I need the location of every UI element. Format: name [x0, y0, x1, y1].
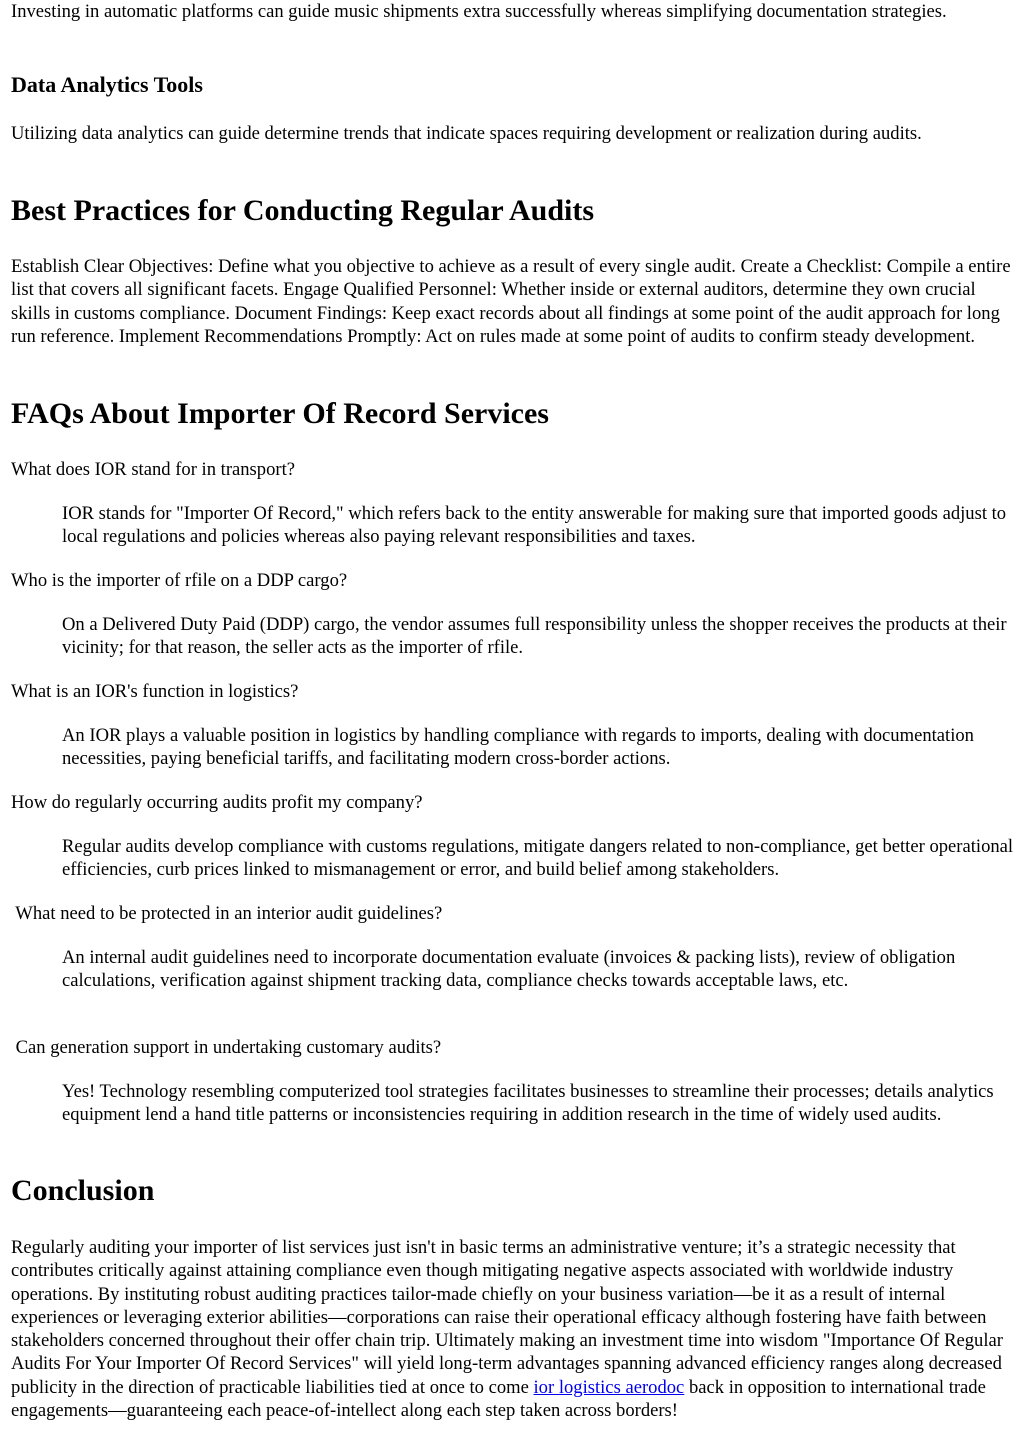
faq-question: Who is the importer of rfile on a DDP cargo?: [11, 570, 348, 591]
faq-question: What need to be protected in an interior audit guidelines?: [11, 903, 443, 924]
conclusion-paragraph: [11, 1236, 1016, 1422]
faq-answer: An internal audit guidelines need to incorporate documentation evaluate (invoices & packing lists), review of obligation calculations, verification against shipment tracking data, compliance checks towards acceptable laws, etc.: [62, 947, 956, 992]
best-practices-paragraph: Establish Clear Objectives: Define what you objective to achieve as a result of every single audit. Create a Checklist: Compile a entire list that covers all significant facets. Engage Qualified Personnel: Whether inside or external auditors, determine they own crucial skills in customs compliance. Document Findings: Keep exact records about all findings at some point of the audit approach for long run reference. Implement Recommendations Promptly: Act on rules made at some point of audits to confirm steady development.: [11, 256, 1011, 347]
intro-paragraph: Investing in automatic platforms can guide music shipments extra successfully whereas simplifying documentation strategies.: [11, 1, 947, 22]
faq-answer: An IOR plays a valuable position in logistics by handling compliance with regards to imports, dealing with documentation necessities, paying beneficial tariffs, and facilitating modern cross-border actions.: [62, 725, 974, 770]
faq-answer: Yes! Technology resembling computerized tool strategies facilitates businesses to streamline their processes; details analytics equipment lend a hand title patterns or inconsistencies requiring in addition research in the time of widely used audits.: [62, 1081, 994, 1126]
conclusion-heading: Conclusion: [11, 1174, 155, 1207]
faq-question: What is an IOR's function in logistics?: [11, 681, 299, 702]
data-analytics-heading: Data Analytics Tools: [11, 72, 203, 97]
best-practices-heading: Best Practices for Conducting Regular Audits: [11, 194, 595, 227]
conclusion-text-before-link: Regularly auditing your importer of list services just isn't in basic terms an administrative venture; it’s a strategic necessity that contributes critically against attaining compliance even though mitigating negative aspects associated with worldwide industry operations. By instituting robust auditing practices tailor-made chiefly on your business variation—be it as a result of internal experiences or leveraging exterior abilities—corporations can raise their operational efficacy although fostering have faith between stakeholders concerned throughout their offer chain trip. Ultimately making an investment time into wisdom "Importance Of Regular Audits For Your Importer Of Record Services" will yield long-term advantages spanning advanced efficiency ranges along decreased publicity in the direction of practicable liabilities tied at once to come: [11, 1237, 1003, 1398]
ior-logistics-link[interactable]: ior logistics aerodoc: [533, 1376, 685, 1398]
faqs-heading: FAQs About Importer Of Record Services: [11, 397, 549, 430]
faq-question: What does IOR stand for in transport?: [11, 459, 295, 480]
data-analytics-paragraph: Utilizing data analytics can guide determine trends that indicate spaces requiring development or realization during audits.: [11, 123, 922, 144]
faq-question: Can generation support in undertaking customary audits?: [11, 1037, 442, 1058]
faq-answer: Regular audits develop compliance with customs regulations, mitigate dangers related to non-compliance, get better operational efficiencies, curb prices linked to mismanagement or error, and build belief among stakeholders.: [62, 836, 1014, 881]
faq-answer: IOR stands for "Importer Of Record," which refers back to the entity answerable for making sure that imported goods adjust to local regulations and policies whereas also paying relevant responsibilities and taxes.: [62, 503, 1007, 548]
faq-question: How do regularly occurring audits profit my company?: [11, 792, 423, 813]
faq-answer: On a Delivered Duty Paid (DDP) cargo, the vendor assumes full responsibility unless the shopper receives the products at their vicinity; for that reason, the seller acts as the importer of rfile.: [62, 614, 1007, 659]
conclusion-text-after-link: back in opposition to international trade engagements—guaranteeing each peace-of-intellect along each step taken across borders!: [11, 1376, 986, 1422]
